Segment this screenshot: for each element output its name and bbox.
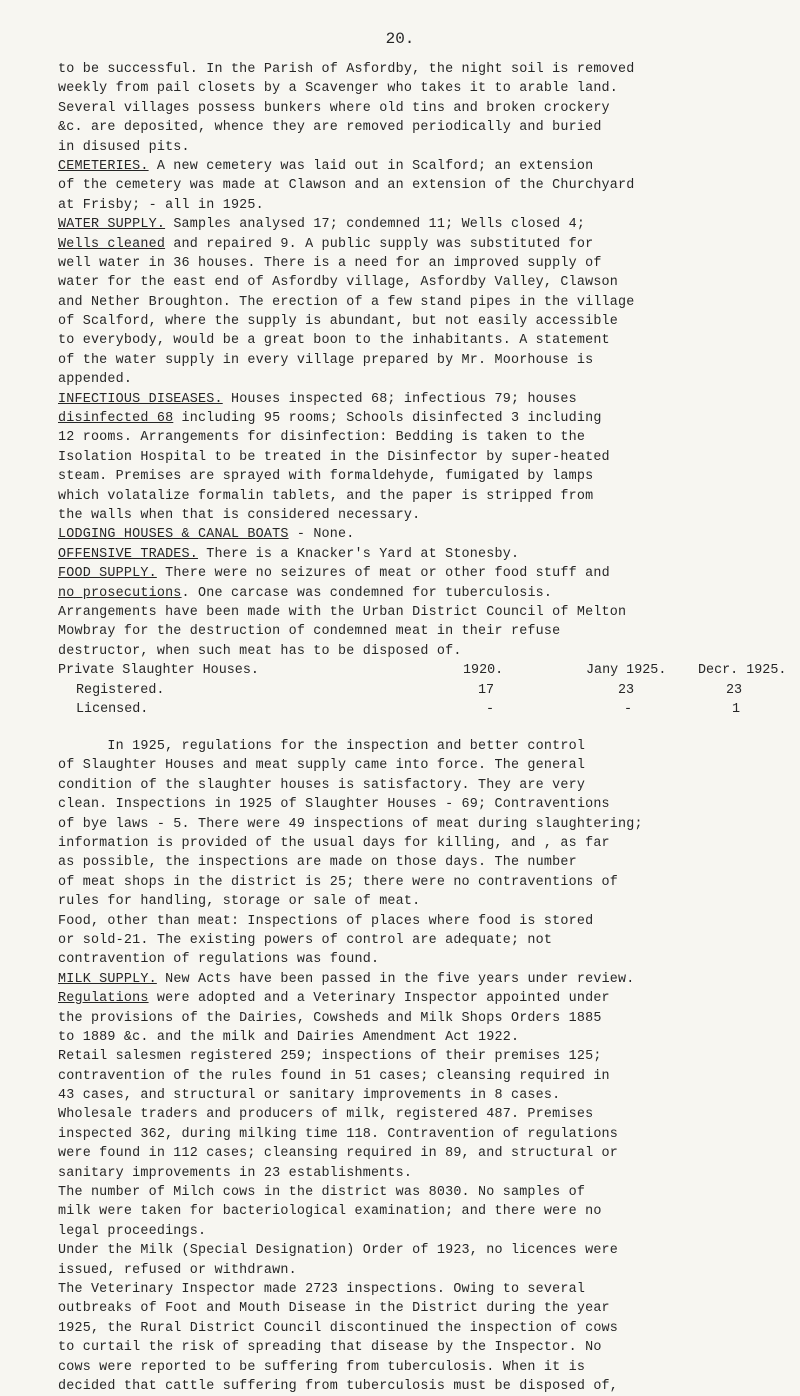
text-line: milk were taken for bacteriological examination; and there were no: [58, 1204, 602, 1220]
text-line: INFECTIOUS DISEASES. Houses inspected 68; infectious 79; houses: [58, 391, 577, 407]
text-line: weekly from pail closets by a Scavenger who takes it to arable land.: [58, 81, 619, 97]
text-line: OFFENSIVE TRADES. There is a Knacker's Yard at Stonesby.: [58, 546, 520, 562]
text-line: condition of the slaughter houses is satisfactory. They are very: [58, 777, 586, 793]
table-cell: -: [486, 702, 495, 718]
text-line: disinfected 68 including 95 rooms; Schools disinfected 3 including: [58, 411, 602, 427]
text-line: to everybody, would be a great boon to the inhabitants. A statement: [58, 333, 610, 349]
text-line: steam. Premises are sprayed with formaldehyde, fumigated by lamps: [58, 469, 594, 485]
text-line: 1925, the Rural District Council discontinued the inspection of cows: [58, 1320, 619, 1336]
text-line: of Slaughter Houses and meat supply came into force. The general: [58, 758, 586, 774]
table-cell: -: [624, 702, 633, 718]
table-row-header: Private Slaughter Houses.: [58, 663, 259, 679]
text-line: legal proceedings.: [58, 1223, 207, 1239]
text-line: of Scalford, where the supply is abundant, but not easily accessible: [58, 314, 619, 330]
column-header: Jany 1925.: [586, 663, 667, 679]
text-line: or sold-21. The existing powers of control are adequate; not: [58, 932, 553, 948]
text-line: destructor, when such meat has to be disposed of.: [58, 643, 462, 659]
text-line: clean. Inspections in 1925 of Slaughter Houses - 69; Contraventions: [58, 797, 610, 813]
column-header: Decr. 1925.: [698, 663, 787, 679]
text-line: Arrangements have been made with the Urban District Council of Melton: [58, 604, 627, 620]
text-line: at Frisby; - all in 1925.: [58, 197, 264, 213]
table-row: [58, 700, 788, 719]
text-line: LODGING HOUSES & CANAL BOATS - None.: [58, 527, 355, 543]
text-line: the walls when that is considered necessary.: [58, 507, 421, 523]
text-line: the provisions of the Dairies, Cowsheds and Milk Shops Orders 1885: [58, 1010, 602, 1026]
text-line: of the cemetery was made at Clawson and an extension of the Churchyard: [58, 178, 635, 194]
text-line: The Veterinary Inspector made 2723 inspections. Owing to several: [58, 1281, 586, 1297]
text-line: contravention of regulations was found.: [58, 952, 380, 968]
table-cell: 17: [478, 682, 495, 698]
text-line: Several villages possess bunkers where old tins and broken crockery: [58, 100, 610, 116]
text-line: appended.: [58, 372, 133, 388]
text-line: MILK SUPPLY. New Acts have been passed in the five years under review.: [58, 971, 635, 987]
page-number: 20.: [385, 30, 415, 48]
text-line: Under the Milk (Special Designation) Order of 1923, no licences were: [58, 1243, 619, 1259]
text-line: Mowbray for the destruction of condemned meat in their refuse: [58, 624, 561, 640]
text-line: rules for handling, storage or sale of meat.: [58, 894, 421, 910]
text-line: as possible, the inspections are made on those days. The number: [58, 855, 577, 871]
text-line: In 1925, regulations for the inspection and better control: [58, 739, 586, 755]
text-line: Food, other than meat: Inspections of places where food is stored: [58, 913, 594, 929]
text-line: 43 cases, and structural or sanitary improvements in 8 cases.: [58, 1088, 561, 1104]
text-line: no prosecutions. One carcase was condemned for tuberculosis.: [58, 585, 553, 601]
text-line: to curtail the risk of spreading that disease by the Inspector. No: [58, 1340, 602, 1356]
text-line: to be successful. In the Parish of Asfordby, the night soil is removed: [58, 62, 635, 77]
text-line: &c. are deposited, whence they are removed periodically and buried: [58, 120, 602, 136]
text-line: in disused pits.: [58, 139, 190, 155]
table-cell: 23: [618, 682, 635, 698]
text-line: Isolation Hospital to be treated in the Disinfector by super-heated: [58, 449, 610, 465]
column-header: 1920.: [463, 663, 504, 679]
text-line: Wholesale traders and producers of milk, registered 487. Premises: [58, 1107, 594, 1123]
body-text-top: [58, 60, 788, 661]
text-line: Wells cleaned and repaired 9. A public supply was substituted for: [58, 236, 594, 252]
table-cell: 1: [732, 702, 741, 718]
text-line: to 1889 &c. and the milk and Dairies Amendment Act 1922.: [58, 1029, 520, 1045]
table-row: [58, 681, 788, 700]
text-line: inspected 362, during milking time 118. Contravention of regulations: [58, 1126, 619, 1142]
text-line: The number of Milch cows in the district was 8030. No samples of: [58, 1185, 586, 1201]
text-line: FOOD SUPPLY. There were no seizures of meat or other food stuff and: [58, 566, 610, 582]
text-line: of the water supply in every village prepared by Mr. Moorhouse is: [58, 352, 594, 368]
text-line: were found in 112 cases; cleansing required in 89, and structural or: [58, 1146, 619, 1162]
row-label: Licensed.: [76, 702, 149, 718]
text-line: 12 rooms. Arrangements for disinfection: Bedding is taken to the: [58, 430, 586, 446]
text-line: information is provided of the usual days for killing, and , as far: [58, 836, 610, 851]
text-line: which volatalize formalin tablets, and the paper is stripped from: [58, 488, 594, 504]
table-cell: 23: [726, 682, 743, 698]
text-line: issued, refused or withdrawn.: [58, 1262, 297, 1278]
text-line: Regulations were adopted and a Veterinary Inspector appointed under: [58, 991, 610, 1007]
text-line: water for the east end of Asfordby village, Asfordby Valley, Clawson: [58, 275, 619, 291]
text-line: contravention of the rules found in 51 cases; cleansing required in: [58, 1068, 610, 1084]
table-header-row: [58, 661, 788, 680]
text-line: WATER SUPPLY. Samples analysed 17; condemned 11; Wells closed 4;: [58, 217, 586, 233]
text-line: cows were reported to be suffering from tuberculosis. When it is: [58, 1359, 586, 1375]
text-line: outbreaks of Foot and Mouth Disease in the District during the year: [58, 1301, 610, 1317]
body-text-bottom: [58, 737, 788, 1396]
text-line: of meat shops in the district is 25; there were no contraventions of: [58, 874, 619, 890]
text-line: well water in 36 houses. There is a need for an improved supply of: [58, 255, 602, 271]
slaughter-houses-table: [58, 661, 788, 719]
text-line: CEMETERIES. A new cemetery was laid out in Scalford; an extension: [58, 158, 594, 174]
text-line: sanitary improvements in 23 establishments.: [58, 1165, 413, 1181]
row-label: Registered.: [76, 682, 165, 698]
text-line: and Nether Broughton. The erection of a few stand pipes in the village: [58, 294, 635, 310]
text-line: decided that cattle suffering from tuberculosis must be disposed of,: [58, 1378, 619, 1394]
text-line: of bye laws - 5. There were 49 inspections of meat during slaughtering;: [58, 816, 643, 832]
text-line: Retail salesmen registered 259; inspections of their premises 125;: [58, 1049, 602, 1065]
